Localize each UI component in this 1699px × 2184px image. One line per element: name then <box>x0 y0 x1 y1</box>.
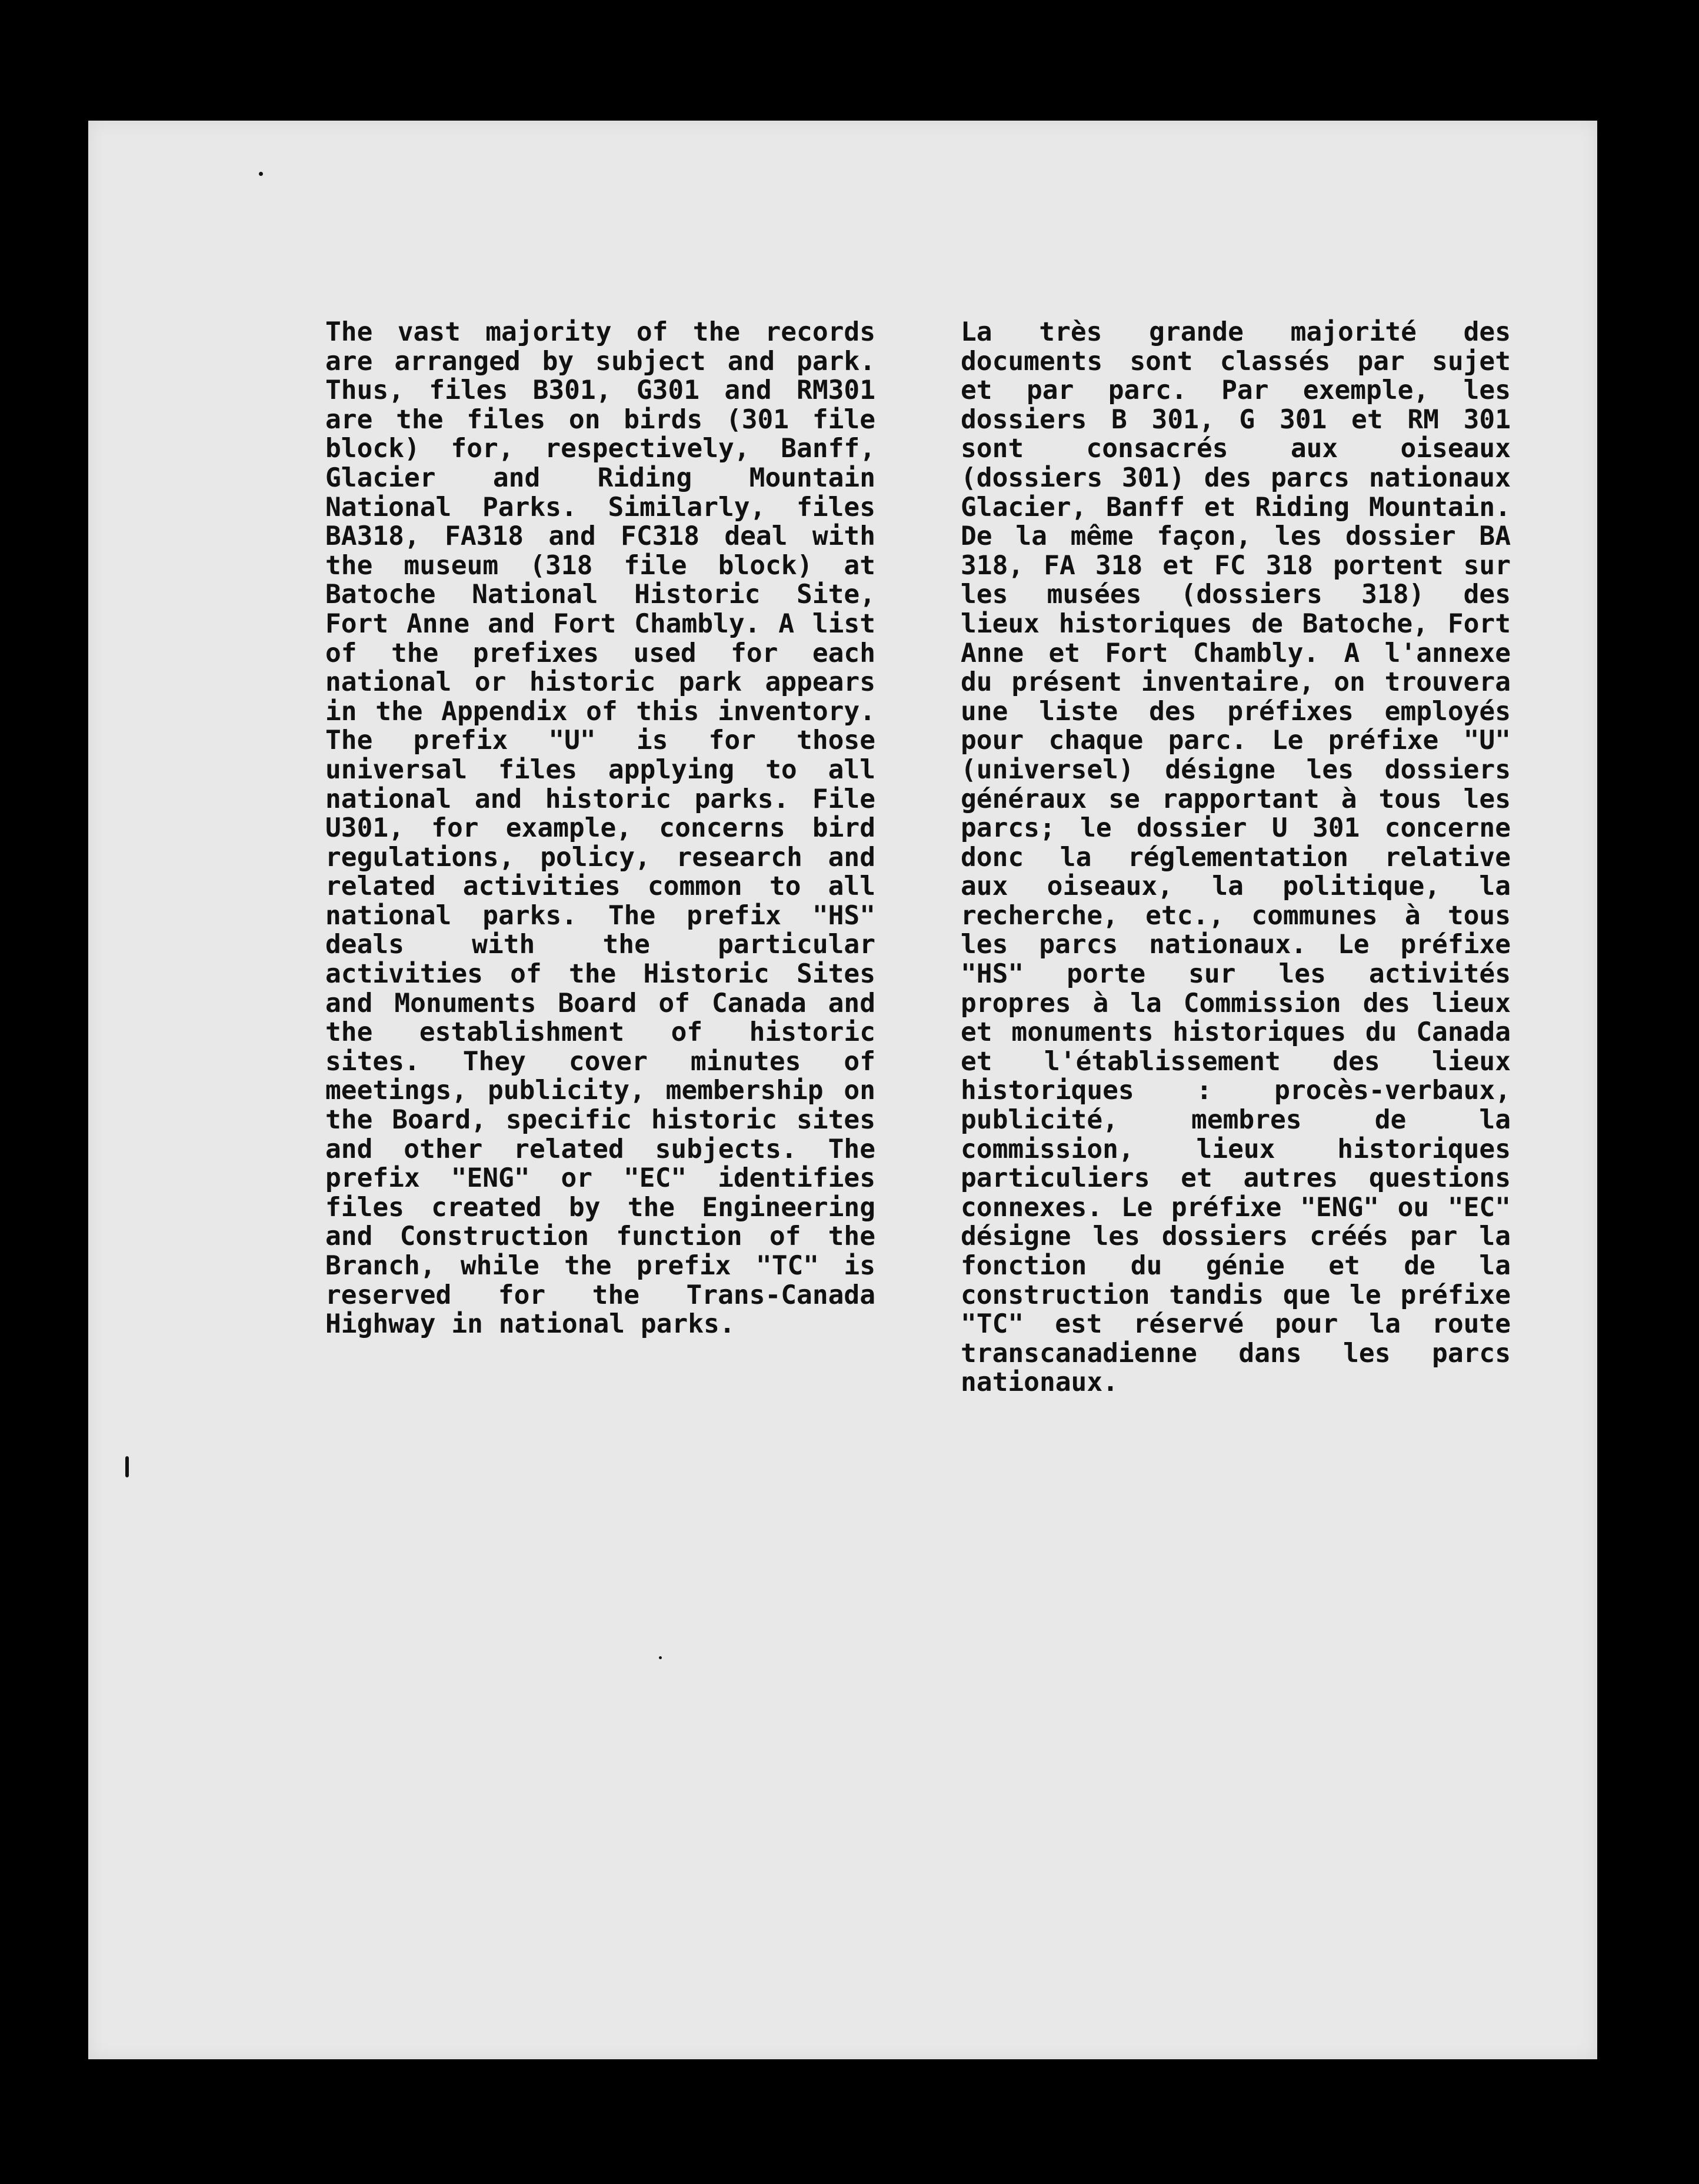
french-paragraph: La très grande majorité des documents sont classés par sujet et par parc. Par exemple, les dossiers B 301, G 301 et RM 301 sont consacrés aux oiseaux (dossiers 301) des parcs nationaux Glacier, Banff et Riding Mountain. De la même façon, les dossier BA 318, FA 318 et FC 318 portent sur les musées (dossiers 318) des lieux historiques de Batoche, Fort Anne et Fort Chambly. A l'annexe du présent inventaire, on trouvera une liste des préfixes employés pour chaque parc. Le préfixe "U" (universel) désigne les dossiers généraux se rapportant à tous les parcs; le dossier U 301 concerne donc la réglementation relative aux oiseaux, la politique, la recherche, etc., communes à tous les parcs nationaux. Le préfixe "HS" porte sur les activités propres à la Commission des lieux et monuments historiques du Canada et l'établissement des lieux historiques : procès-verbaux, publicité, membres de la commission, lieux historiques particuliers et autres questions connexes. Le préfixe "ENG" ou "EC" désigne les dossiers créés par la fonction du génie et de la construction tandis que le préfixe "TC" est réservé pour la route transcanadienne dans les parcs nationaux. <box>961 317 1511 1398</box>
french-column <box>961 318 1511 1397</box>
scan-speck <box>659 1656 662 1659</box>
scan-speck <box>259 172 263 176</box>
english-column <box>325 318 875 1339</box>
english-paragraph: The vast majority of the records are arranged by subject and park. Thus, files B301, G301 and RM301 are the files on birds (301 file block) for, respectively, Banff, Glacier and Riding Mountain National Parks. Similarly, files BA318, FA318 and FC318 deal with the museum (318 file block) at Batoche National Historic Site, Fort Anne and Fort Chambly. A list of the prefixes used for each national or historic park appears in the Appendix of this inventory. The prefix "U" is for those universal files applying to all national and historic parks. File U301, for example, concerns bird regulations, policy, research and related activities common to all national parks. The prefix "HS" deals with the particular activities of the Historic Sites and Monuments Board of Canada and the establishment of historic sites. They cover minutes of meetings, publicity, membership on the Board, specific historic sites and other related subjects. The prefix "ENG" or "EC" identifies files created by the Engineering and Construction function of the Branch, while the prefix "TC" is reserved for the Trans-Canada Highway in national parks. <box>325 317 875 1340</box>
document-page <box>88 121 1597 2059</box>
scan-speck <box>125 1456 129 1477</box>
